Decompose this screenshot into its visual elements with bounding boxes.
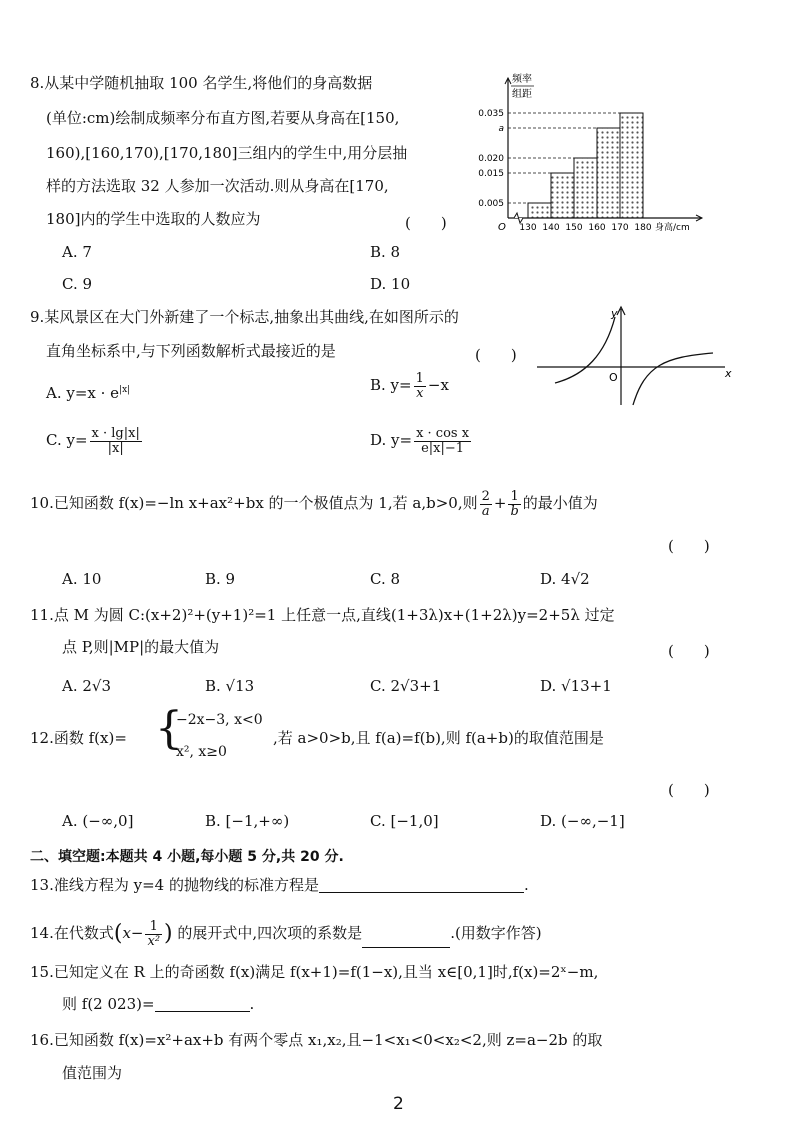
q11-option-d: D. √13+1 — [540, 677, 612, 695]
q12-option-d: D. (−∞,−1] — [540, 812, 625, 830]
page-number: 2 — [393, 1094, 404, 1114]
histogram-y-label-bottom: 组距 — [512, 89, 532, 100]
q12-option-b: B. [−1,+∞) — [205, 812, 290, 830]
q10-frac-1-num: 2 — [481, 489, 490, 504]
question-13 — [30, 878, 529, 893]
q14-frac — [145, 920, 162, 948]
q8-answer-paren: ( ) — [405, 214, 447, 232]
histogram-x-tick-label: 140 — [542, 223, 560, 233]
q12-option-c: C. [−1,0] — [370, 812, 439, 830]
histogram-x-tick-label: 150 — [565, 223, 583, 233]
q12-case-1: −2x−3, x<0 — [176, 712, 263, 728]
q10-answer-paren: ( ) — [668, 537, 710, 555]
q16-line-2: 值范围为 — [62, 1064, 123, 1082]
graph-x-label: x — [725, 367, 732, 380]
q10-option-a: A. 10 — [62, 570, 102, 588]
q9-line-1: 9.某风景区在大门外新建了一个标志,抽象出其曲线,在如图所示的 — [30, 308, 459, 326]
histogram-y-tick-label: 0.035 — [478, 109, 504, 119]
section-2-heading: 二、填空题:本题共 4 小题,每小题 5 分,共 20 分. — [30, 849, 344, 865]
q9-option-b — [370, 372, 449, 400]
q9-option-b-num: 1 — [415, 371, 424, 386]
q14-expr-a: x− — [122, 924, 144, 943]
graph-curve-right — [633, 353, 713, 405]
histogram-bar — [551, 173, 574, 218]
q8-line-4: 样的方法选取 32 人参加一次活动.则从身高在[170, — [46, 177, 389, 195]
q9-option-c — [46, 427, 144, 455]
q9-option-d-frac — [414, 427, 471, 455]
histogram-y-tick-label: 0.005 — [478, 199, 504, 209]
histogram-x-tick-label: 180 — [634, 223, 652, 233]
q8-line-1: 8.从某中学随机抽取 100 名学生,将他们的身高数据 — [30, 74, 373, 92]
q9-option-c-den: |x| — [107, 440, 124, 456]
q12-brace: { — [155, 703, 183, 754]
q11-line-1: 11.点 M 为圆 C:(x+2)²+(y+1)²=1 上任意一点,直线(1+3λ)x+(1+2λ)y=2+5λ 过定 — [30, 606, 615, 624]
graph-curve-left — [555, 317, 615, 383]
q10-option-d: D. 4√2 — [540, 570, 590, 588]
q10-option-c: C. 8 — [370, 570, 401, 588]
q10-text-b: 的最小值为 — [522, 494, 598, 513]
q10-frac-1-den: a — [481, 503, 490, 519]
histogram-x-tick-label: 130 — [519, 223, 537, 233]
q11-answer-paren: ( ) — [668, 642, 710, 660]
q14-frac-num: 1 — [145, 920, 162, 935]
q14-frac-den: x² — [147, 933, 161, 949]
q10-text-a: 10.已知函数 f(x)=−ln x+ax²+bx 的一个极值点为 1,若 a,b>0,则 — [30, 494, 478, 513]
histogram-axis-break — [514, 213, 523, 223]
histogram-chart — [470, 70, 710, 240]
graph-y-label: y — [611, 307, 618, 320]
histogram-y-label-top: 频率 — [512, 74, 532, 85]
q12-answer-paren: ( ) — [668, 781, 710, 799]
q8-option-d: D. 10 — [370, 275, 411, 293]
q14-suffix: .(用数字作答) — [450, 924, 542, 943]
q11-line-2: 点 P,则|MP|的最大值为 — [62, 638, 220, 656]
q8-line-2: (单位:cm)绘制成频率分布直方图,若要从身高在[150, — [46, 109, 400, 127]
q11-option-a: A. 2√3 — [62, 677, 112, 695]
histogram-bar — [620, 113, 643, 218]
q14-paren-right: ) — [164, 921, 173, 947]
q9-option-b-suffix: −x — [427, 376, 449, 395]
q10-frac-2 — [508, 490, 520, 518]
q15-line-2-prefix: 则 f(2 023)= — [62, 995, 155, 1013]
histogram-bar — [528, 203, 551, 218]
q16-line-1: 16.已知函数 f(x)=x²+ax+b 有两个零点 x₁,x₂,且−1<x₁<0<x₂<2,则 z=a−2b 的取 — [30, 1031, 603, 1049]
q9-option-b-frac — [414, 372, 426, 400]
q10-frac-2-den: b — [510, 503, 519, 519]
q8-line-5: 180]内的学生中选取的人数应为 — [46, 210, 261, 228]
q15-line-1: 15.已知定义在 R 上的奇函数 f(x)满足 f(x+1)=f(1−x),且当 x∈[0,1]时,f(x)=2ˣ−m, — [30, 963, 599, 981]
q14-prefix: 14.在代数式 — [30, 924, 114, 943]
q12-case-2: x², x≥0 — [176, 744, 227, 760]
histogram-origin: O — [498, 222, 506, 233]
q9-option-c-frac — [90, 427, 142, 455]
q12-suffix: ,若 a>0>b,且 f(a)=f(b),则 f(a+b)的取值范围是 — [273, 729, 604, 747]
histogram-y-tick-label: 0.020 — [478, 154, 504, 164]
q14-middle: 的展开式中,四次项的系数是 — [177, 924, 363, 943]
q9-option-d-num: x · cos x — [416, 426, 470, 441]
q15-line-2 — [62, 997, 254, 1012]
q9-option-a-text: A. y=x · e — [46, 384, 120, 402]
q10-stem — [30, 490, 598, 518]
q10-frac-2-num: 1 — [508, 490, 520, 505]
histogram-x-tick-label: 170 — [611, 223, 629, 233]
q11-option-b: B. √13 — [205, 677, 255, 695]
q10-option-b: B. 9 — [205, 570, 236, 588]
histogram-y-tick-label: 0.015 — [478, 169, 504, 179]
q9-option-b-prefix: B. y= — [370, 376, 412, 395]
q9-option-d — [370, 427, 473, 455]
q13-answer-blank[interactable] — [319, 878, 524, 893]
q13-end: . — [523, 876, 529, 894]
q9-option-b-den: x — [416, 385, 424, 401]
q9-option-a — [46, 384, 130, 402]
histogram-bar — [597, 128, 620, 218]
q9-option-d-prefix: D. y= — [370, 431, 413, 450]
q10-plus: + — [493, 494, 507, 513]
curve-graph — [535, 305, 735, 410]
q9-option-c-num: x · lg|x| — [91, 426, 140, 441]
q12-prefix: 12.函数 f(x)= — [30, 729, 127, 747]
q8-option-c: C. 9 — [62, 275, 93, 293]
q9-option-d-den: e|x|−1 — [421, 440, 465, 456]
q14-answer-blank[interactable] — [362, 933, 450, 948]
question-14 — [30, 920, 542, 948]
q14-paren-left: ( — [113, 921, 123, 947]
q12-option-a: A. (−∞,0] — [62, 812, 134, 830]
q8-option-b: B. 8 — [370, 243, 401, 261]
graph-origin: O — [609, 371, 618, 384]
q9-option-c-prefix: C. y= — [46, 431, 88, 450]
histogram-x-label: 身高/cm — [655, 223, 690, 233]
histogram-x-tick-label: 160 — [588, 223, 606, 233]
q9-answer-paren: ( ) — [475, 346, 517, 364]
q15-answer-blank[interactable] — [155, 997, 250, 1012]
q8-option-a: A. 7 — [62, 243, 92, 261]
histogram-y-tick-label: a — [498, 124, 504, 134]
q10-frac-1 — [480, 490, 492, 518]
histogram-bar — [574, 158, 597, 218]
q9-option-a-sup: |x| — [119, 385, 131, 395]
q15-end: . — [249, 995, 255, 1013]
q9-line-2: 直角坐标系中,与下列函数解析式最接近的是 — [46, 342, 336, 360]
q13-text: 13.准线方程为 y=4 的抛物线的标准方程是 — [30, 876, 319, 894]
q11-option-c: C. 2√3+1 — [370, 677, 442, 695]
q8-line-3: 160),[160,170),[170,180]三组内的学生中,用分层抽 — [46, 144, 408, 162]
